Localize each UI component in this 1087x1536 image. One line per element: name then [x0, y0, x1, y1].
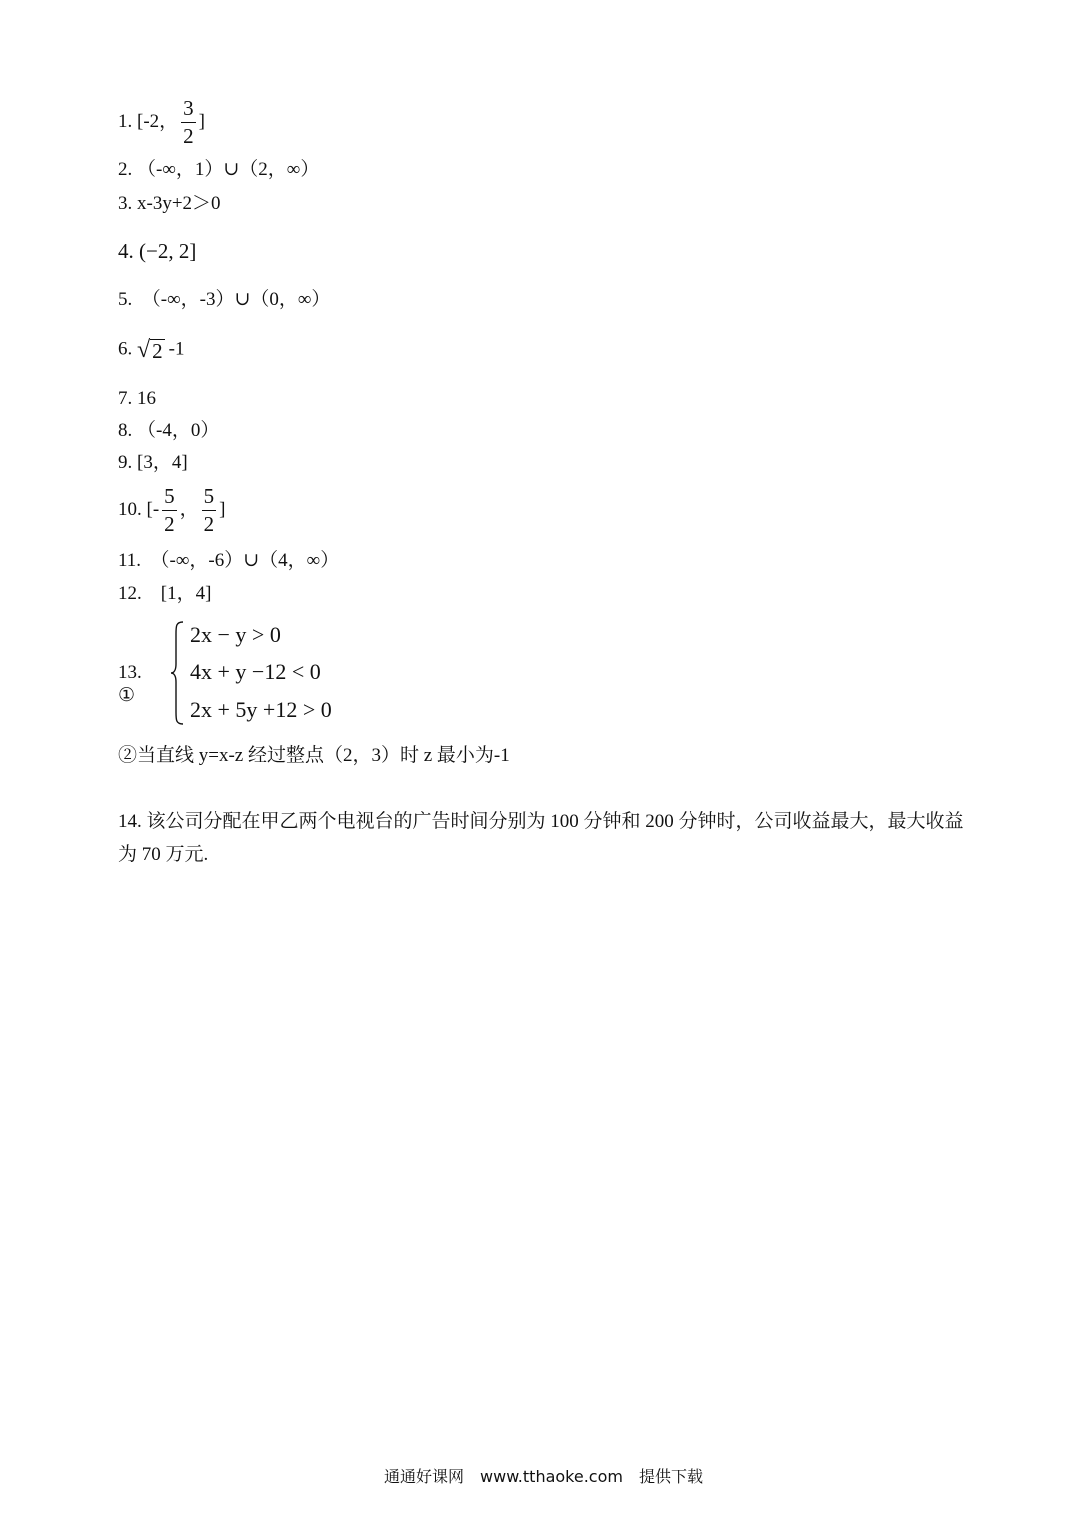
- answer-10-suffix: ]: [219, 498, 226, 520]
- answer-1-prefix: 1. [-2，: [118, 110, 179, 132]
- radical-sign-icon: √: [137, 337, 151, 363]
- answer-5: 5. （-∞，-3）∪（0，∞）: [118, 289, 331, 310]
- answer-6-prefix: 6.: [118, 338, 137, 360]
- fraction-5-over-2-second: [202, 484, 217, 537]
- answer-10-separator: ，: [179, 498, 199, 520]
- left-brace-icon: [170, 620, 184, 726]
- fraction-numerator: 5: [202, 484, 217, 511]
- fraction-denominator: 2: [164, 512, 175, 536]
- answer-14: 14. 该公司分配在甲乙两个电视台的广告时间分别为 100 分钟和 200 分钟时，公司收益最大，最大收益为 70 万元.: [118, 811, 964, 865]
- answer-4: 4. (−2, 2]: [118, 239, 197, 263]
- answer-2: 2. （-∞，1）∪（2，∞）: [118, 159, 320, 180]
- answer-1-suffix: ]: [198, 110, 205, 132]
- inequality-row-2: 4x + y −12 < 0: [190, 659, 321, 684]
- square-root: [137, 338, 165, 362]
- answer-6-suffix: -1: [168, 338, 185, 360]
- answer-10: [118, 484, 226, 537]
- fraction-denominator: 2: [203, 512, 215, 536]
- fraction-3-over-2: [181, 96, 196, 149]
- answer-13-part-2: ②当直线 y=x-z 经过整点（2，3）时 z 最小为-1: [118, 745, 510, 766]
- fraction-denominator: 2: [183, 124, 194, 148]
- inequality-row-1: 2x − y > 0: [190, 622, 281, 647]
- answer-13-label: 13. ①: [118, 662, 142, 706]
- answer-9: 9. [3，4]: [118, 452, 188, 473]
- answer-7: 7. 16: [118, 388, 156, 409]
- radicand: 2: [152, 339, 163, 363]
- inequality-row-3: 2x + 5y +12 > 0: [190, 697, 332, 722]
- answer-10-prefix: 10. [-: [118, 498, 160, 520]
- fraction-5-over-2-first: [162, 484, 177, 537]
- fraction-numerator: 3: [181, 96, 196, 123]
- fraction-numerator: 5: [162, 484, 177, 511]
- answer-1: [118, 96, 205, 149]
- answer-6: [118, 338, 185, 362]
- answer-8: 8. （-4，0）: [118, 420, 220, 441]
- page-footer: 通通好课网 www.tthaoke.com 提供下载: [384, 1467, 703, 1486]
- answer-3: 3. x-3y+2＞0: [118, 193, 221, 214]
- answer-11: 11. （-∞，-6）∪（4，∞）: [118, 550, 340, 571]
- answer-12: 12. [1，4]: [118, 583, 212, 604]
